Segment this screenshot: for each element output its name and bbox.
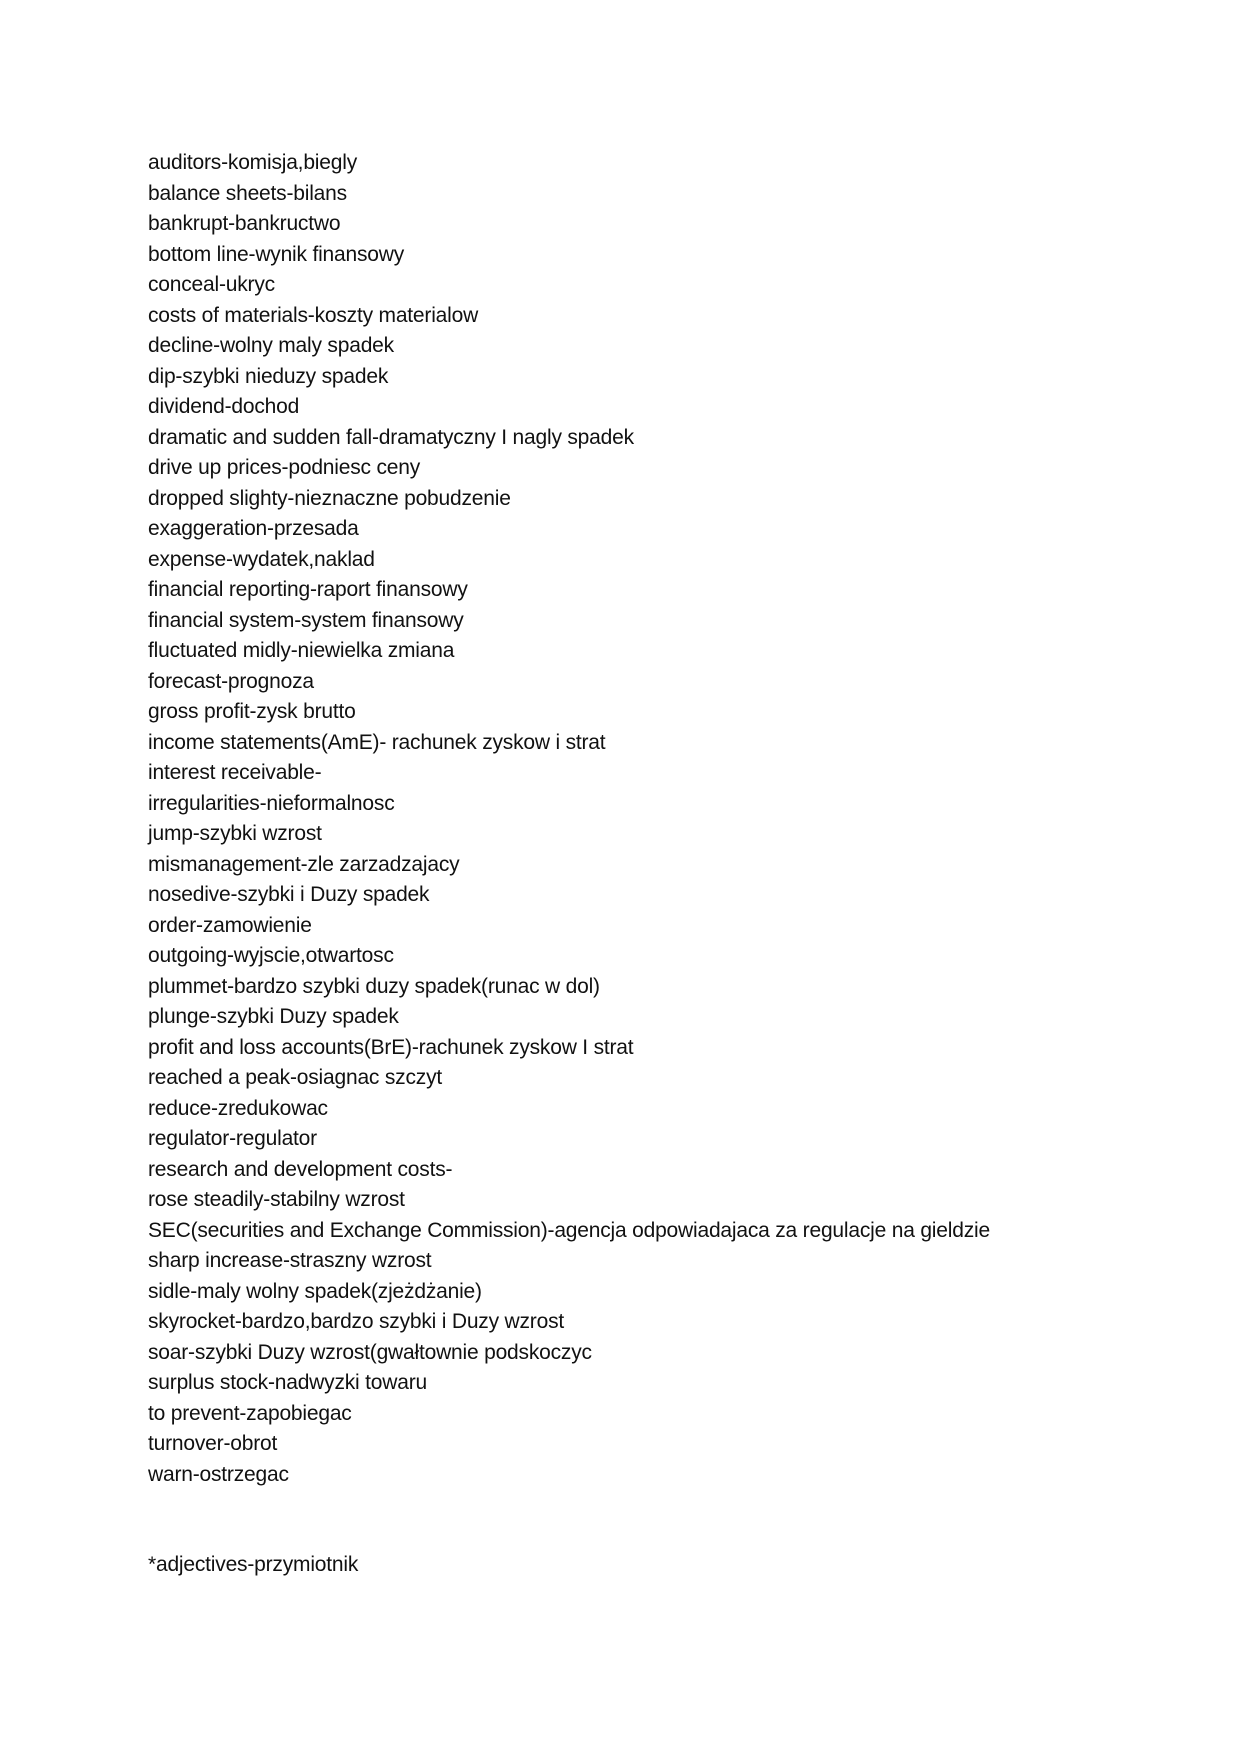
list-item: dividend-dochod xyxy=(148,395,300,418)
list-item: dropped slighty-nieznaczne pobudzenie xyxy=(148,486,511,510)
list-item: reduce-zredukowac xyxy=(148,1096,328,1120)
list-item: rose steadily-stabilny wzrost xyxy=(148,1188,405,1211)
list-item: bankrupt-bankructwo xyxy=(148,212,341,235)
list-item: costs of materials-koszty materialow xyxy=(148,303,479,327)
list-item: decline-wolny maly spadek xyxy=(148,334,394,357)
list-item: jump-szybki wzrost xyxy=(148,822,322,845)
list-item: conceal-ukryc xyxy=(148,273,275,296)
list-item: dip-szybki nieduzy spadek xyxy=(148,364,389,388)
list-item: irregularities-nieformalnosc xyxy=(148,791,395,815)
list-item: warn-ostrzegac xyxy=(148,1462,289,1486)
list-item: drive up prices-podniesc ceny xyxy=(148,456,421,479)
vocabulary-list xyxy=(148,148,990,1490)
list-item: skyrocket-bardzo,bardzo szybki i Duzy wzrost xyxy=(148,1310,564,1333)
list-item: forecast-prognoza xyxy=(148,669,314,693)
list-item: soar-szybki Duzy wzrost(gwałtownie podskoczyc xyxy=(148,1340,592,1364)
list-item: SEC(securities and Exchange Commission)-agencja odpowiadajaca za regulacje na gieldzie xyxy=(148,1218,990,1242)
list-item: interest receivable- xyxy=(148,761,322,784)
list-item: regulator-regulator xyxy=(148,1127,317,1150)
list-item: expense-wydatek,naklad xyxy=(148,547,375,571)
list-item: reached a peak-osiagnac szczyt xyxy=(148,1066,442,1089)
list-item: financial system-system finansowy xyxy=(148,608,464,632)
list-item: research and development costs- xyxy=(148,1157,453,1181)
list-item: sidle-maly wolny spadek(zjeżdżanie) xyxy=(148,1279,482,1303)
list-item: to prevent-zapobiegac xyxy=(148,1401,352,1425)
adjectives-heading: *adjectives-przymiotnik xyxy=(148,1553,359,1576)
list-item: plunge-szybki Duzy spadek xyxy=(148,1005,399,1028)
list-item: financial reporting-raport finansowy xyxy=(148,578,468,601)
list-item: profit and loss accounts(BrE)-rachunek zyskow I strat xyxy=(148,1035,634,1059)
list-item: fluctuated midly-niewielka zmiana xyxy=(148,639,455,662)
list-item: dramatic and sudden fall-dramatyczny I nagly spadek xyxy=(148,425,634,449)
list-item: mismanagement-zle zarzadzajacy xyxy=(148,852,460,876)
list-item: bottom line-wynik finansowy xyxy=(148,242,405,266)
list-item: exaggeration-przesada xyxy=(148,517,359,540)
list-item: nosedive-szybki i Duzy spadek xyxy=(148,883,430,906)
list-item: surplus stock-nadwyzki towaru xyxy=(148,1371,427,1394)
list-item: outgoing-wyjscie,otwartosc xyxy=(148,944,394,967)
list-item: order-zamowienie xyxy=(148,913,312,937)
list-item: gross profit-zysk brutto xyxy=(148,700,356,723)
list-item: balance sheets-bilans xyxy=(148,181,347,205)
list-item: auditors-komisja,biegly xyxy=(148,151,357,174)
list-item: sharp increase-straszny wzrost xyxy=(148,1249,432,1272)
list-item: plummet-bardzo szybki duzy spadek(runac w dol) xyxy=(148,974,600,998)
list-item: income statements(AmE)- rachunek zyskow i strat xyxy=(148,730,606,754)
list-item: turnover-obrot xyxy=(148,1432,278,1455)
